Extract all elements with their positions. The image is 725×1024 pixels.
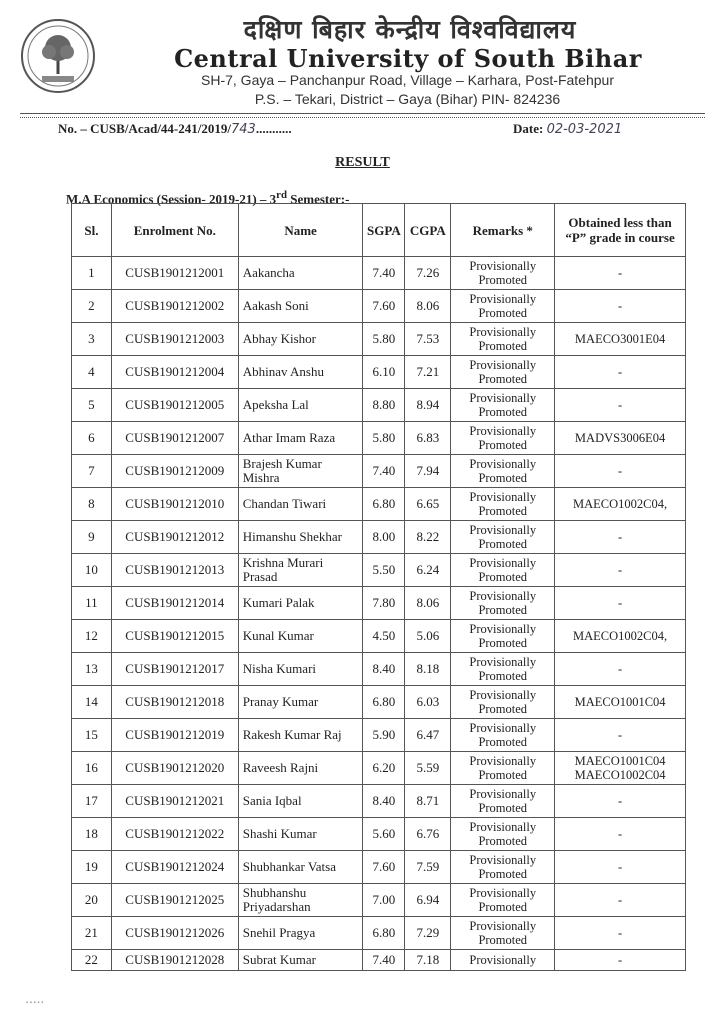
cell-sgpa: 7.00 (363, 884, 405, 917)
cell-sgpa: 8.40 (363, 653, 405, 686)
cell-sl: 5 (72, 389, 112, 422)
cell-enrol: CUSB1901212013 (111, 554, 238, 587)
address-line-2: P.S. – Tekari, District – Gaya (Bihar) PIN- 824236 (254, 91, 561, 107)
cell-sl: 7 (72, 455, 112, 488)
cell-remarks: Provisionally Promoted (451, 587, 555, 620)
cell-name: Athar Imam Raza (238, 422, 363, 455)
cell-obtained: - (555, 389, 686, 422)
cell-cgpa: 7.29 (405, 917, 451, 950)
cell-sgpa: 8.40 (363, 785, 405, 818)
cell-enrol: CUSB1901212009 (111, 455, 238, 488)
university-logo (20, 16, 96, 98)
cell-sl: 6 (72, 422, 112, 455)
cell-obtained: MAECO1001C04 MAECO1002C04 (555, 752, 686, 785)
cell-remarks: Provisionally Promoted (451, 290, 555, 323)
result-table (71, 203, 686, 971)
header-cgpa: CGPA (405, 204, 451, 257)
cell-sl: 16 (72, 752, 112, 785)
cell-enrol: CUSB1901212005 (111, 389, 238, 422)
cell-cgpa: 6.83 (405, 422, 451, 455)
cell-sl: 2 (72, 290, 112, 323)
table-row (72, 257, 686, 290)
table-row (72, 455, 686, 488)
cell-obtained: - (555, 521, 686, 554)
cell-sl: 13 (72, 653, 112, 686)
address-line-1: SH-7, Gaya – Panchanpur Road, Village – Karhara, Post-Fatehpur (201, 72, 614, 88)
header-enrolment: Enrolment No. (111, 204, 238, 257)
cell-name: Himanshu Shekhar (238, 521, 363, 554)
cell-name: Snehil Pragya (238, 917, 363, 950)
table-row (72, 719, 686, 752)
cell-obtained: - (555, 818, 686, 851)
cell-obtained: MAECO1002C04, (555, 488, 686, 521)
cell-cgpa: 5.59 (405, 752, 451, 785)
header-remarks: Remarks * (451, 204, 555, 257)
cell-cgpa: 6.94 (405, 884, 451, 917)
cell-sl: 20 (72, 884, 112, 917)
table-row (72, 950, 686, 971)
cell-obtained: - (555, 851, 686, 884)
cell-remarks: Provisionally Promoted (451, 686, 555, 719)
cell-enrol: CUSB1901212024 (111, 851, 238, 884)
table-row (72, 686, 686, 719)
cell-cgpa: 8.06 (405, 290, 451, 323)
header-divider (20, 113, 705, 114)
cell-enrol: CUSB1901212020 (111, 752, 238, 785)
cell-name: Nisha Kumari (238, 653, 363, 686)
cell-remarks: Provisionally Promoted (451, 884, 555, 917)
cell-sl: 18 (72, 818, 112, 851)
table-row (72, 290, 686, 323)
cell-cgpa: 6.24 (405, 554, 451, 587)
cell-remarks: Provisionally Promoted (451, 818, 555, 851)
cell-cgpa: 7.18 (405, 950, 451, 971)
cell-sl: 1 (72, 257, 112, 290)
table-row (72, 620, 686, 653)
cell-remarks: Provisionally Promoted (451, 554, 555, 587)
cell-enrol: CUSB1901212004 (111, 356, 238, 389)
cell-name: Aakancha (238, 257, 363, 290)
cell-sl: 22 (72, 950, 112, 971)
cell-cgpa: 7.59 (405, 851, 451, 884)
cell-sgpa: 5.60 (363, 818, 405, 851)
cell-sl: 14 (72, 686, 112, 719)
reference-number-label: No. – CUSB/Acad/44-241/2019/ (58, 121, 231, 136)
cell-obtained: - (555, 950, 686, 971)
cell-remarks: Provisionally Promoted (451, 422, 555, 455)
header-name: Name (238, 204, 363, 257)
cell-cgpa: 8.06 (405, 587, 451, 620)
date-label: Date: (513, 121, 544, 136)
cell-obtained: - (555, 785, 686, 818)
session-heading: M.A Economics (Session- 2019-21) – 3rd Semester:- (66, 189, 350, 207)
cell-enrol: CUSB1901212025 (111, 884, 238, 917)
cell-remarks: Provisionally Promoted (451, 653, 555, 686)
table-row (72, 323, 686, 356)
cell-obtained: MAECO1002C04, (555, 620, 686, 653)
cell-sgpa: 5.50 (363, 554, 405, 587)
cell-sgpa: 6.20 (363, 752, 405, 785)
table-row (72, 818, 686, 851)
cell-cgpa: 7.53 (405, 323, 451, 356)
cell-sl: 4 (72, 356, 112, 389)
cell-remarks: Provisionally Promoted (451, 455, 555, 488)
cell-sgpa: 6.80 (363, 917, 405, 950)
header-sl: Sl. (72, 204, 112, 257)
cell-sl: 21 (72, 917, 112, 950)
cell-sgpa: 5.90 (363, 719, 405, 752)
cell-sgpa: 6.80 (363, 686, 405, 719)
table-row (72, 389, 686, 422)
cell-cgpa: 7.21 (405, 356, 451, 389)
table-row (72, 884, 686, 917)
cell-name: Raveesh Rajni (238, 752, 363, 785)
cell-obtained: MADVS3006E04 (555, 422, 686, 455)
cell-cgpa: 7.26 (405, 257, 451, 290)
cell-enrol: CUSB1901212007 (111, 422, 238, 455)
cell-sgpa: 7.40 (363, 950, 405, 971)
table-row (72, 752, 686, 785)
cell-sl: 12 (72, 620, 112, 653)
cell-sl: 17 (72, 785, 112, 818)
cell-obtained: - (555, 554, 686, 587)
cell-remarks: Provisionally Promoted (451, 257, 555, 290)
cell-enrol: CUSB1901212015 (111, 620, 238, 653)
cell-sgpa: 5.80 (363, 422, 405, 455)
cell-enrol: CUSB1901212017 (111, 653, 238, 686)
cell-cgpa: 6.47 (405, 719, 451, 752)
cell-remarks: Provisionally Promoted (451, 389, 555, 422)
page-footer-mark: ▪ ▪ ▪ ▪ ▪ (26, 1000, 44, 1006)
cell-sgpa: 4.50 (363, 620, 405, 653)
cell-enrol: CUSB1901212014 (111, 587, 238, 620)
cell-obtained: - (555, 587, 686, 620)
cell-name: Rakesh Kumar Raj (238, 719, 363, 752)
table-row (72, 653, 686, 686)
cell-remarks: Provisionally Promoted (451, 323, 555, 356)
cell-name: Subrat Kumar (238, 950, 363, 971)
cell-obtained: MAECO3001E04 (555, 323, 686, 356)
cell-obtained: - (555, 455, 686, 488)
table-row (72, 851, 686, 884)
cell-cgpa: 8.71 (405, 785, 451, 818)
cell-obtained: - (555, 719, 686, 752)
reference-number-dots: ........... (255, 121, 292, 136)
cell-enrol: CUSB1901212010 (111, 488, 238, 521)
cell-cgpa: 6.65 (405, 488, 451, 521)
cell-name: Shubhanshu Priyadarshan (238, 884, 363, 917)
cell-sl: 3 (72, 323, 112, 356)
cell-sgpa: 5.80 (363, 323, 405, 356)
cell-sl: 8 (72, 488, 112, 521)
cell-sl: 11 (72, 587, 112, 620)
cell-enrol: CUSB1901212001 (111, 257, 238, 290)
document-title: RESULT (335, 155, 390, 170)
university-name: Central University of South Bihar (174, 44, 642, 73)
header-divider-dotted (20, 117, 705, 118)
cell-sl: 9 (72, 521, 112, 554)
cell-name: Shashi Kumar (238, 818, 363, 851)
table-header-row (72, 204, 686, 257)
date-field (513, 121, 622, 137)
header-sgpa: SGPA (363, 204, 405, 257)
cell-cgpa: 8.18 (405, 653, 451, 686)
cell-enrol: CUSB1901212022 (111, 818, 238, 851)
cell-cgpa: 8.22 (405, 521, 451, 554)
table-row (72, 488, 686, 521)
cell-name: Kumari Palak (238, 587, 363, 620)
date-handwritten: 02-03-2021 (546, 122, 623, 137)
cell-sgpa: 8.80 (363, 389, 405, 422)
cell-name: Sania Iqbal (238, 785, 363, 818)
cell-name: Kunal Kumar (238, 620, 363, 653)
cell-enrol: CUSB1901212019 (111, 719, 238, 752)
table-row (72, 917, 686, 950)
header-obtained: Obtained less than “P” grade in course (555, 204, 686, 257)
cell-name: Aakash Soni (238, 290, 363, 323)
cell-obtained: - (555, 884, 686, 917)
table-row (72, 587, 686, 620)
table-row (72, 521, 686, 554)
university-name-hindi: दक्षिण बिहार केन्द्रीय विश्वविद्यालय (243, 15, 577, 44)
reference-number (58, 121, 292, 137)
cell-sgpa: 6.80 (363, 488, 405, 521)
cell-remarks: Provisionally Promoted (451, 785, 555, 818)
cell-remarks: Provisionally Promoted (451, 752, 555, 785)
cell-sl: 10 (72, 554, 112, 587)
cell-name: Krishna Murari Prasad (238, 554, 363, 587)
reference-number-handwritten: 743 (230, 122, 256, 137)
cell-obtained: - (555, 257, 686, 290)
cell-enrol: CUSB1901212012 (111, 521, 238, 554)
cell-sl: 19 (72, 851, 112, 884)
cell-sgpa: 7.40 (363, 455, 405, 488)
cell-name: Chandan Tiwari (238, 488, 363, 521)
table-row (72, 422, 686, 455)
cell-cgpa: 6.03 (405, 686, 451, 719)
cell-cgpa: 5.06 (405, 620, 451, 653)
cell-remarks: Provisionally (451, 950, 555, 971)
table-row (72, 785, 686, 818)
cell-remarks: Provisionally Promoted (451, 488, 555, 521)
cell-cgpa: 7.94 (405, 455, 451, 488)
cell-enrol: CUSB1901212028 (111, 950, 238, 971)
cell-sgpa: 7.60 (363, 290, 405, 323)
cell-obtained: - (555, 356, 686, 389)
cell-enrol: CUSB1901212021 (111, 785, 238, 818)
cell-name: Abhay Kishor (238, 323, 363, 356)
cell-remarks: Provisionally Promoted (451, 521, 555, 554)
cell-remarks: Provisionally Promoted (451, 851, 555, 884)
cell-sl: 15 (72, 719, 112, 752)
cell-sgpa: 7.60 (363, 851, 405, 884)
cell-enrol: CUSB1901212026 (111, 917, 238, 950)
cell-name: Pranay Kumar (238, 686, 363, 719)
cell-cgpa: 8.94 (405, 389, 451, 422)
cell-remarks: Provisionally Promoted (451, 356, 555, 389)
cell-obtained: - (555, 290, 686, 323)
cell-name: Abhinav Anshu (238, 356, 363, 389)
cell-enrol: CUSB1901212003 (111, 323, 238, 356)
table-row (72, 356, 686, 389)
cell-name: Apeksha Lal (238, 389, 363, 422)
cell-enrol: CUSB1901212018 (111, 686, 238, 719)
cell-obtained: - (555, 917, 686, 950)
cell-enrol: CUSB1901212002 (111, 290, 238, 323)
cell-obtained: MAECO1001C04 (555, 686, 686, 719)
cell-sgpa: 7.40 (363, 257, 405, 290)
cell-remarks: Provisionally Promoted (451, 917, 555, 950)
cell-name: Brajesh Kumar Mishra (238, 455, 363, 488)
cell-remarks: Provisionally Promoted (451, 620, 555, 653)
cell-sgpa: 6.10 (363, 356, 405, 389)
cell-sgpa: 7.80 (363, 587, 405, 620)
table-row (72, 554, 686, 587)
cell-cgpa: 6.76 (405, 818, 451, 851)
cell-name: Shubhankar Vatsa (238, 851, 363, 884)
cell-sgpa: 8.00 (363, 521, 405, 554)
cell-obtained: - (555, 653, 686, 686)
cell-remarks: Provisionally Promoted (451, 719, 555, 752)
